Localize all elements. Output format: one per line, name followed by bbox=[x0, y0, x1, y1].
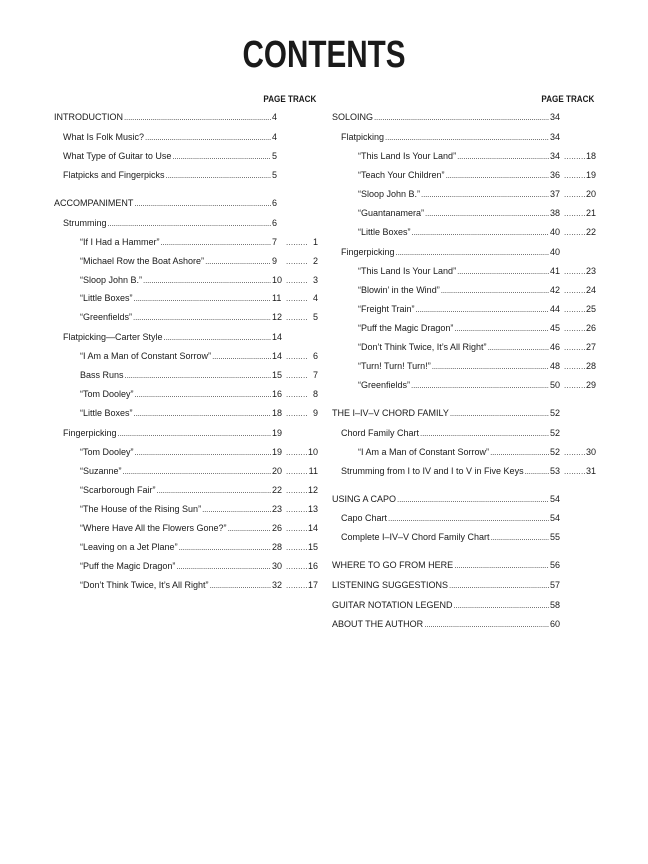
toc-entry bbox=[54, 254, 318, 268]
page-number: 40 bbox=[550, 247, 561, 257]
dot-leader bbox=[172, 150, 271, 164]
entry-title: WHERE TO GO FROM HERE bbox=[332, 560, 454, 570]
track-number: 20 bbox=[585, 189, 596, 199]
dot-leader bbox=[286, 311, 308, 325]
entry-title: “Sloop John B.” bbox=[358, 189, 421, 199]
dot-leader bbox=[490, 446, 549, 460]
toc-entry bbox=[332, 225, 596, 239]
dot-leader bbox=[286, 560, 308, 574]
page-number: 28 bbox=[271, 542, 282, 552]
dot-leader bbox=[385, 131, 549, 145]
toc-entry bbox=[332, 406, 596, 420]
dot-leader bbox=[108, 217, 271, 231]
track-header: TRACK bbox=[566, 94, 595, 105]
dot-leader bbox=[564, 322, 586, 336]
track-number: 5 bbox=[312, 312, 318, 322]
dot-leader bbox=[125, 369, 271, 383]
page-number: 7 bbox=[272, 237, 278, 247]
dot-leader bbox=[124, 111, 271, 125]
page-number: 12 bbox=[272, 312, 283, 322]
dot-leader bbox=[143, 274, 271, 288]
page-number: 22 bbox=[271, 485, 282, 495]
dot-leader bbox=[564, 226, 586, 240]
track-number: 19 bbox=[585, 170, 596, 180]
track-number: 12 bbox=[307, 485, 318, 495]
dot-leader bbox=[564, 188, 586, 202]
toc-entry bbox=[332, 168, 596, 182]
toc-entry bbox=[54, 521, 318, 535]
dot-leader bbox=[446, 169, 549, 183]
toc-left-column bbox=[54, 92, 318, 590]
page-title: CONTENTS bbox=[242, 34, 406, 76]
entry-title: “Sloop John B.” bbox=[80, 275, 143, 285]
dot-leader bbox=[454, 599, 549, 613]
dot-leader bbox=[564, 150, 586, 164]
dot-leader bbox=[564, 265, 586, 279]
dot-leader bbox=[425, 207, 549, 221]
dot-leader bbox=[286, 503, 308, 517]
page-number: 36 bbox=[549, 170, 560, 180]
track-number: 7 bbox=[312, 370, 318, 380]
toc-entry bbox=[332, 426, 596, 440]
dot-leader bbox=[420, 427, 549, 441]
page-number: 46 bbox=[549, 342, 560, 352]
dot-leader bbox=[396, 246, 549, 260]
page-number: 4 bbox=[272, 132, 278, 142]
dot-leader bbox=[286, 236, 308, 250]
dot-leader bbox=[457, 265, 549, 279]
toc-entry bbox=[332, 464, 596, 478]
entry-title: “Little Boxes” bbox=[358, 227, 411, 237]
page-number: 52 bbox=[550, 408, 561, 418]
track-number: 21 bbox=[585, 208, 596, 218]
entry-title: LISTENING SUGGESTIONS bbox=[332, 580, 449, 590]
dot-leader bbox=[286, 255, 308, 269]
page-number: 54 bbox=[550, 513, 561, 523]
track-number: 24 bbox=[585, 285, 596, 295]
dot-leader bbox=[133, 311, 271, 325]
entry-title: Bass Runs bbox=[80, 370, 124, 380]
dot-leader bbox=[286, 522, 308, 536]
track-number: 1 bbox=[312, 237, 318, 247]
page-number: 19 bbox=[271, 447, 282, 457]
track-number: 28 bbox=[585, 361, 596, 371]
dot-leader bbox=[564, 303, 586, 317]
dot-leader bbox=[212, 350, 271, 364]
track-number: 6 bbox=[312, 351, 318, 361]
dot-leader bbox=[228, 522, 271, 536]
entry-title: “Little Boxes” bbox=[80, 408, 133, 418]
toc-entry bbox=[54, 110, 318, 124]
column-header bbox=[94, 92, 318, 108]
page-number: 26 bbox=[271, 523, 282, 533]
toc-entry bbox=[54, 273, 318, 287]
entry-title: GUITAR NOTATION LEGEND bbox=[332, 600, 453, 610]
toc-entry bbox=[54, 445, 318, 459]
page-number: 19 bbox=[272, 428, 283, 438]
track-number: 2 bbox=[312, 256, 318, 266]
dot-leader bbox=[416, 303, 549, 317]
track-number: 15 bbox=[307, 542, 318, 552]
page-number: 34 bbox=[550, 112, 561, 122]
entry-title: “Michael Row the Boat Ashore” bbox=[80, 256, 205, 266]
dot-leader bbox=[286, 274, 308, 288]
entry-title: “Freight Train” bbox=[358, 304, 415, 314]
entry-title: Flatpicks and Fingerpicks bbox=[63, 170, 165, 180]
page-number: 41 bbox=[549, 266, 560, 276]
page-number: 5 bbox=[272, 170, 278, 180]
entry-title: “Don’t Think Twice, It’s All Right” bbox=[358, 342, 487, 352]
page-number: 11 bbox=[272, 293, 282, 303]
dot-leader bbox=[286, 292, 308, 306]
dot-leader bbox=[145, 131, 271, 145]
track-number: 26 bbox=[585, 323, 596, 333]
track-header: TRACK bbox=[288, 94, 317, 105]
toc-entry bbox=[332, 302, 596, 316]
dot-leader bbox=[491, 531, 549, 545]
entry-title: “I Am a Man of Constant Sorrow” bbox=[80, 351, 212, 361]
toc-entry bbox=[54, 216, 318, 230]
dot-leader bbox=[488, 341, 549, 355]
toc-entry bbox=[332, 359, 596, 373]
dot-leader bbox=[412, 226, 549, 240]
page-number: 55 bbox=[550, 532, 561, 542]
page-number: 50 bbox=[549, 380, 560, 390]
entry-title: THE I–IV–V CHORD FAMILY bbox=[332, 408, 449, 418]
page-number: 44 bbox=[549, 304, 560, 314]
dot-leader bbox=[564, 169, 586, 183]
dot-leader bbox=[202, 503, 271, 517]
toc-entry bbox=[54, 196, 318, 210]
toc-entry bbox=[54, 130, 318, 144]
entry-title: Fingerpicking bbox=[63, 428, 117, 438]
dot-leader bbox=[161, 236, 271, 250]
entry-title: “This Land Is Your Land” bbox=[358, 266, 457, 276]
toc-entry bbox=[54, 387, 318, 401]
page-number: 58 bbox=[550, 600, 561, 610]
dot-leader bbox=[210, 579, 271, 593]
dot-leader bbox=[134, 292, 271, 306]
dot-leader bbox=[564, 379, 586, 393]
toc-entry bbox=[332, 206, 596, 220]
dot-leader bbox=[179, 541, 271, 555]
page-number: 20 bbox=[272, 466, 283, 476]
dot-leader bbox=[286, 369, 308, 383]
dot-leader bbox=[286, 484, 308, 498]
dot-leader bbox=[457, 150, 549, 164]
toc-entry bbox=[332, 321, 596, 335]
track-number: 27 bbox=[585, 342, 596, 352]
page-number: 42 bbox=[549, 285, 560, 295]
toc-entry bbox=[54, 464, 318, 478]
track-number: 23 bbox=[585, 266, 596, 276]
entry-title: “Puff the Magic Dragon” bbox=[358, 323, 454, 333]
entry-title: Capo Chart bbox=[341, 513, 388, 523]
dot-leader bbox=[564, 446, 586, 460]
page-number: 10 bbox=[272, 275, 283, 285]
track-number: 31 bbox=[585, 466, 596, 476]
entry-title: “Don’t Think Twice, It’s All Right” bbox=[80, 580, 209, 590]
entry-title: “This Land Is Your Land” bbox=[358, 151, 457, 161]
page-number: 18 bbox=[272, 408, 283, 418]
entry-title: Chord Family Chart bbox=[341, 428, 420, 438]
track-number: 29 bbox=[585, 380, 596, 390]
page-number: 45 bbox=[549, 323, 560, 333]
track-number: 13 bbox=[307, 504, 318, 514]
entry-title: “Suzanne” bbox=[80, 466, 122, 476]
toc-entry bbox=[332, 558, 596, 572]
dot-leader bbox=[134, 197, 271, 211]
toc-entry bbox=[54, 578, 318, 592]
dot-leader bbox=[432, 360, 549, 374]
entry-title: “Turn! Turn! Turn!” bbox=[358, 361, 431, 371]
toc-entry bbox=[54, 368, 318, 382]
page-number: 40 bbox=[549, 227, 560, 237]
toc-entry bbox=[54, 149, 318, 163]
dot-leader bbox=[388, 512, 549, 526]
dot-leader bbox=[176, 560, 271, 574]
entry-title: Fingerpicking bbox=[341, 247, 395, 257]
dot-leader bbox=[564, 207, 586, 221]
toc-entry bbox=[332, 283, 596, 297]
toc-entry bbox=[332, 187, 596, 201]
entry-title: What Type of Guitar to Use bbox=[63, 151, 172, 161]
track-number: 9 bbox=[312, 408, 318, 418]
page-number: 52 bbox=[550, 428, 561, 438]
dot-leader bbox=[564, 284, 586, 298]
dot-leader bbox=[411, 379, 549, 393]
dot-leader bbox=[374, 111, 549, 125]
entry-title: “Blowin’ in the Wind” bbox=[358, 285, 440, 295]
entry-title: “Puff the Magic Dragon” bbox=[80, 561, 176, 571]
entry-title: “Scarborough Fair” bbox=[80, 485, 156, 495]
dot-leader bbox=[164, 331, 271, 345]
entry-title: SOLOING bbox=[332, 112, 374, 122]
toc-entry bbox=[332, 110, 596, 124]
toc-entry bbox=[54, 349, 318, 363]
entry-title: ACCOMPANIMENT bbox=[54, 198, 134, 208]
dot-leader bbox=[450, 407, 549, 421]
page-number: 52 bbox=[549, 447, 560, 457]
dot-leader bbox=[449, 579, 549, 593]
page-number: 5 bbox=[272, 151, 278, 161]
entry-title: “Tom Dooley” bbox=[80, 389, 134, 399]
entry-title: Strumming bbox=[63, 218, 107, 228]
dot-leader bbox=[286, 579, 308, 593]
page-number: 53 bbox=[549, 466, 560, 476]
dot-leader bbox=[157, 484, 271, 498]
page-number: 30 bbox=[271, 561, 282, 571]
entry-title: “If I Had a Hammer” bbox=[80, 237, 160, 247]
track-number: 14 bbox=[307, 523, 318, 533]
toc-entry bbox=[54, 540, 318, 554]
toc-entry bbox=[332, 578, 596, 592]
dot-leader bbox=[134, 407, 271, 421]
page-number: 16 bbox=[272, 389, 283, 399]
page-number: 9 bbox=[272, 256, 278, 266]
track-number: 10 bbox=[307, 447, 318, 457]
page-number: 48 bbox=[549, 361, 560, 371]
dot-leader bbox=[564, 341, 586, 355]
track-number: 17 bbox=[307, 580, 318, 590]
toc-entry bbox=[332, 598, 596, 612]
toc-entry bbox=[54, 235, 318, 249]
dot-leader bbox=[286, 465, 308, 479]
dot-leader bbox=[454, 322, 549, 336]
dot-leader bbox=[166, 169, 271, 183]
dot-leader bbox=[424, 618, 549, 632]
entry-title: “Teach Your Children” bbox=[358, 170, 445, 180]
toc-entry bbox=[332, 264, 596, 278]
entry-title: “Where Have All the Flowers Gone?” bbox=[80, 523, 227, 533]
page-number: 14 bbox=[272, 332, 283, 342]
toc-entry bbox=[332, 530, 596, 544]
dot-leader bbox=[397, 493, 549, 507]
dot-leader bbox=[123, 465, 271, 479]
toc-entry bbox=[54, 310, 318, 324]
dot-leader bbox=[525, 465, 549, 479]
entry-title: ABOUT THE AUTHOR bbox=[332, 619, 424, 629]
dot-leader bbox=[564, 465, 586, 479]
track-number: 30 bbox=[585, 447, 596, 457]
entry-title: “I Am a Man of Constant Sorrow” bbox=[358, 447, 490, 457]
dot-leader bbox=[286, 446, 308, 460]
dot-leader bbox=[205, 255, 271, 269]
page-number: 14 bbox=[272, 351, 283, 361]
dot-leader bbox=[135, 388, 271, 402]
track-number: 11 bbox=[308, 466, 318, 476]
entry-title: “Guantanamera” bbox=[358, 208, 425, 218]
page-number: 54 bbox=[550, 494, 561, 504]
toc-entry bbox=[54, 502, 318, 516]
page-header: PAGE bbox=[263, 94, 286, 105]
page-number: 23 bbox=[271, 504, 282, 514]
page-number: 4 bbox=[272, 112, 278, 122]
toc-entry bbox=[54, 426, 318, 440]
dot-leader bbox=[286, 388, 308, 402]
dot-leader bbox=[564, 360, 586, 374]
toc-right-column bbox=[332, 92, 596, 629]
page-number: 6 bbox=[272, 218, 278, 228]
page-header: PAGE bbox=[541, 94, 564, 105]
dot-leader bbox=[421, 188, 549, 202]
entry-title: “Greenfields” bbox=[358, 380, 411, 390]
toc-entry bbox=[332, 130, 596, 144]
page-number: 38 bbox=[549, 208, 560, 218]
entry-title: Strumming from I to IV and I to V in Five Keys bbox=[341, 466, 524, 476]
page-number: 32 bbox=[271, 580, 282, 590]
column-header bbox=[372, 92, 596, 108]
entry-title: Flatpicking—Carter Style bbox=[63, 332, 163, 342]
dot-leader bbox=[286, 407, 308, 421]
track-number: 18 bbox=[585, 151, 596, 161]
entry-title: “Tom Dooley” bbox=[80, 447, 134, 457]
dot-leader bbox=[286, 350, 308, 364]
entry-title: INTRODUCTION bbox=[54, 112, 123, 122]
page-number: 56 bbox=[550, 560, 561, 570]
page-number: 34 bbox=[550, 132, 561, 142]
page-number: 57 bbox=[550, 580, 561, 590]
page-number: 37 bbox=[549, 189, 560, 199]
entry-title: “Little Boxes” bbox=[80, 293, 133, 303]
toc-entry bbox=[332, 511, 596, 525]
track-number: 16 bbox=[307, 561, 318, 571]
entry-title: “The House of the Rising Sun” bbox=[80, 504, 202, 514]
page-number: 60 bbox=[550, 619, 561, 629]
page-number: 15 bbox=[272, 370, 283, 380]
toc-entry bbox=[54, 559, 318, 573]
toc-entry bbox=[332, 378, 596, 392]
track-number: 8 bbox=[312, 389, 318, 399]
page-number: 6 bbox=[272, 198, 278, 208]
entry-title: Flatpicking bbox=[341, 132, 385, 142]
entry-title: USING A CAPO bbox=[332, 494, 397, 504]
dot-leader bbox=[286, 541, 308, 555]
entry-title: Complete I–IV–V Chord Family Chart bbox=[341, 532, 490, 542]
dot-leader bbox=[118, 427, 271, 441]
track-number: 3 bbox=[312, 275, 318, 285]
toc-entry bbox=[54, 168, 318, 182]
toc-entry bbox=[332, 445, 596, 459]
dot-leader bbox=[454, 559, 549, 573]
toc-entry bbox=[54, 291, 318, 305]
entry-title: What Is Folk Music? bbox=[63, 132, 145, 142]
track-number: 25 bbox=[585, 304, 596, 314]
toc-entry bbox=[54, 483, 318, 497]
toc-entry bbox=[54, 330, 318, 344]
entry-title: “Greenfields” bbox=[80, 312, 133, 322]
dot-leader bbox=[135, 446, 271, 460]
toc-entry bbox=[54, 406, 318, 420]
page-number: 34 bbox=[549, 151, 560, 161]
toc-entry bbox=[332, 492, 596, 506]
toc-entry bbox=[332, 245, 596, 259]
toc-entry bbox=[332, 617, 596, 631]
track-number: 4 bbox=[312, 293, 318, 303]
track-number: 22 bbox=[585, 227, 596, 237]
entry-title: “Leaving on a Jet Plane” bbox=[80, 542, 178, 552]
toc-entry bbox=[332, 340, 596, 354]
toc-entry bbox=[332, 149, 596, 163]
dot-leader bbox=[441, 284, 549, 298]
